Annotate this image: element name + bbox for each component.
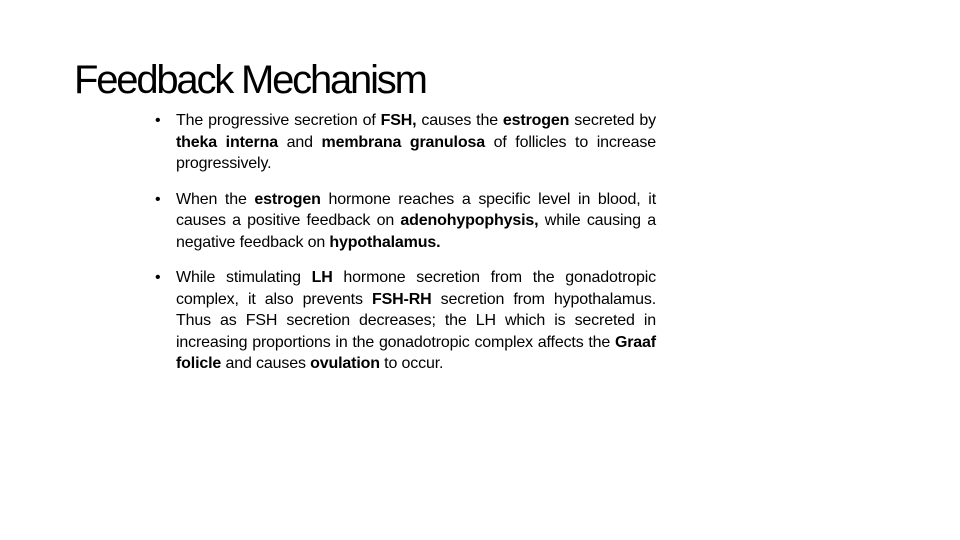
text-segment: The progressive secretion of	[176, 112, 381, 129]
bold-term: estrogen	[254, 190, 321, 208]
text-segment: and causes	[221, 355, 311, 372]
bold-term: FSH-RH	[371, 290, 432, 308]
text-segment: hormone reaches a specific level in blood, it causes a positive feedback on	[176, 190, 656, 229]
bold-term: Graaf folicle	[176, 333, 656, 372]
bold-term: hypothalamus.	[329, 233, 441, 251]
text-segment: of follicles to increase progressively.	[176, 133, 656, 172]
bullet-text	[176, 269, 656, 372]
bold-term: LH	[311, 269, 333, 286]
text-segment: and	[277, 133, 322, 151]
text-segment: secreted by	[569, 112, 656, 129]
text-segment: When the	[176, 190, 255, 208]
text-segment: to occur.	[379, 355, 444, 372]
bullet-item	[155, 189, 656, 254]
bullet-dot-icon: •	[155, 269, 161, 286]
text-segment: causes the	[416, 112, 503, 129]
bullet-dot-icon: •	[155, 190, 161, 208]
bold-term: ovulation	[310, 355, 380, 372]
bold-term: membrana granulosa	[321, 133, 485, 151]
text-segment: secretion from hypothalamus. Thus as FSH secretion decreases; the LH which is secreted in increasing proportions in the gonadotropic complex affects the	[176, 290, 656, 351]
bullet-text	[176, 191, 656, 251]
text-segment: while causing a negative feedback on	[176, 212, 656, 251]
bold-term: estrogen	[502, 112, 570, 129]
bullet-text	[176, 112, 656, 172]
bullet-item	[155, 267, 656, 375]
text-segment: hormone secretion from the gonadotropic complex, it also prevents	[176, 269, 656, 308]
bold-term: adenohypophysis,	[400, 212, 539, 229]
bullet-item	[155, 110, 656, 175]
bold-term: FSH,	[380, 112, 417, 129]
bold-term: theka interna	[176, 133, 278, 151]
text-segment: While stimulating	[176, 269, 312, 286]
bullet-dot-icon: •	[155, 112, 161, 129]
slide-title: Feedback Mechanism	[74, 58, 426, 102]
bullet-list	[155, 110, 656, 389]
